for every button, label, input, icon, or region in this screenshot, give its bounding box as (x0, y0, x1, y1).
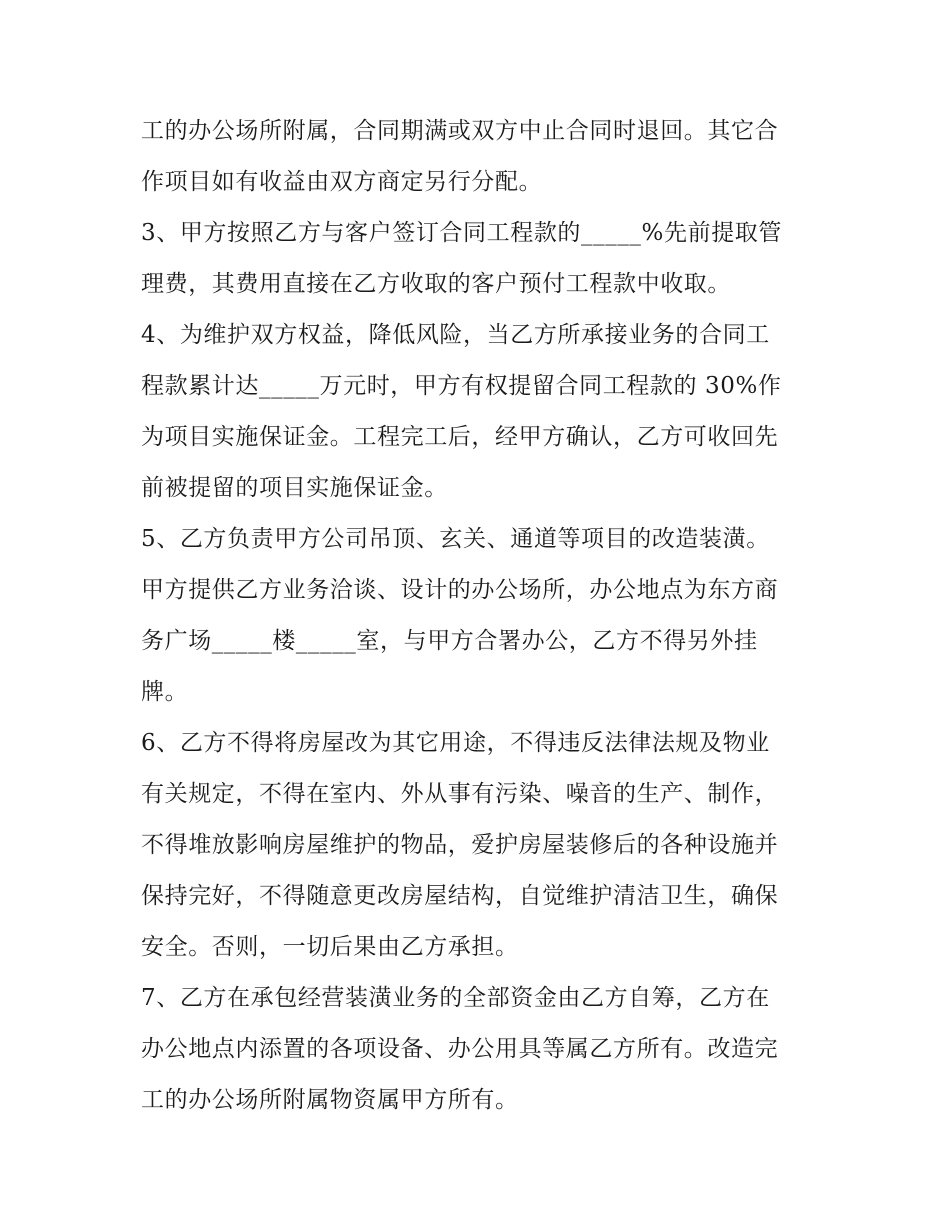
clause-4-line: 4、为维护双方权益，降低风险，当乙方所承接业务的合同工 (141, 322, 770, 348)
text-line: 安全。否则，一切后果由乙方承担。 (141, 934, 519, 960)
text-line: 前被提留的项目实施保证金。 (141, 475, 448, 501)
text-line: 工的办公场所附属物资属甲方所有。 (141, 1087, 519, 1113)
text-line: 不得堆放影响房屋维护的物品，爱护房屋装修后的各种设施并 (141, 832, 779, 858)
text-line: 办公地点内添置的各项设备、办公用具等属乙方所有。改造完 (141, 1036, 779, 1062)
document-body (141, 106, 821, 1126)
text-line: 工的办公场所附属，合同期满或双方中止合同时退回。其它合 (141, 118, 779, 144)
text-line: 有关规定，不得在室内、外从事有污染、噪音的生产、制作， (141, 781, 779, 807)
text-line: 作项目如有收益由双方商定另行分配。 (141, 169, 543, 195)
text-line: 甲方提供乙方业务洽谈、设计的办公场所，办公地点为东方商 (141, 577, 779, 603)
clause-7-line: 7、乙方在承包经营装潢业务的全部资金由乙方自筹，乙方在 (141, 985, 770, 1011)
text-line: 牌。 (141, 679, 189, 705)
clause-6-line: 6、乙方不得将房屋改为其它用途，不得违反法律法规及物业 (141, 730, 770, 756)
clause-3-line: 3、甲方按照乙方与客户签订合同工程款的_____%先前提取管 (141, 220, 782, 246)
text-line: 保持完好，不得随意更改房屋结构，自觉维护清洁卫生，确保 (141, 883, 779, 909)
text-line: 理费，其费用直接在乙方收取的客户预付工程款中收取。 (141, 271, 731, 297)
text-line: 务广场_____楼_____室，与甲方合署办公，乙方不得另外挂 (141, 628, 758, 654)
text-line: 为项目实施保证金。工程完工后，经甲方确认，乙方可收回先 (141, 424, 779, 450)
text-line: 程款累计达_____万元时，甲方有权提留合同工程款的 30%作 (141, 373, 782, 399)
clause-5-line: 5、乙方负责甲方公司吊顶、玄关、通道等项目的改造装潢。 (141, 526, 770, 552)
